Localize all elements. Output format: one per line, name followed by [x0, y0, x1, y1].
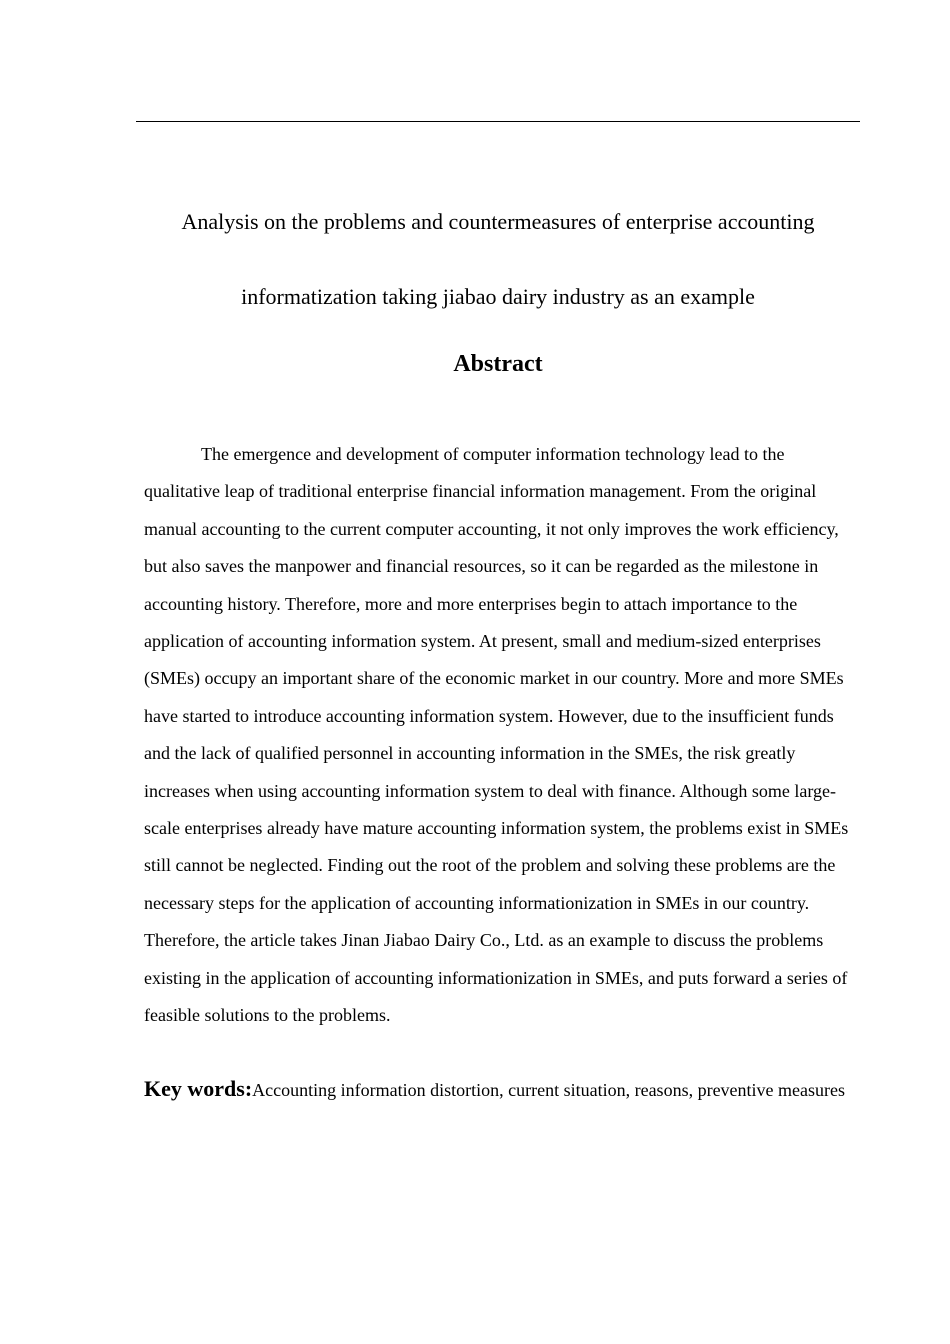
abstract-body: The emergence and development of computer information technology lead to the qualitative leap of traditional enterprise financial information management. From the original manual accounting to the current computer accounting, it not only improves the work efficiency, but also saves the manpower and financial resources, so it can be regarded as the milestone in accounting history. Therefore, more and more enterprises begin to attach importance to the application of accounting information system. At present, small and medium-sized enterprises (SMEs) occupy an important share of the economic market in our country. More and more SMEs have started to introduce accounting information system. However, due to the insufficient funds and the lack of qualified personnel in accounting information in the SMEs, the risk greatly increases when using accounting information system to deal with finance. Although some large-scale enterprises already have mature accounting information system, the problems exist in SMEs still cannot be neglected. Finding out the root of the problem and solving these problems are the necessary steps for the application of accounting informationization in SMEs in our country. Therefore, the article takes Jinan Jiabao Dairy Co., Ltd. as an example to discuss the problems existing in the application of accounting informationization in SMEs, and puts forward a series of feasible solutions to the problems.	[144, 444, 849, 1026]
document-title	[136, 184, 860, 334]
abstract-heading: Abstract	[453, 351, 543, 377]
title-line-2: informatization taking jiabao dairy industry as an example	[241, 284, 755, 309]
header-rule	[136, 121, 860, 122]
keywords-paragraph	[144, 1070, 850, 1109]
title-line-1: Analysis on the problems and countermeasures of enterprise accounting	[181, 209, 815, 234]
keywords-label: Key words:	[144, 1076, 253, 1101]
keywords-text: Accounting information distortion, current situation, reasons, preventive measures	[252, 1080, 846, 1100]
